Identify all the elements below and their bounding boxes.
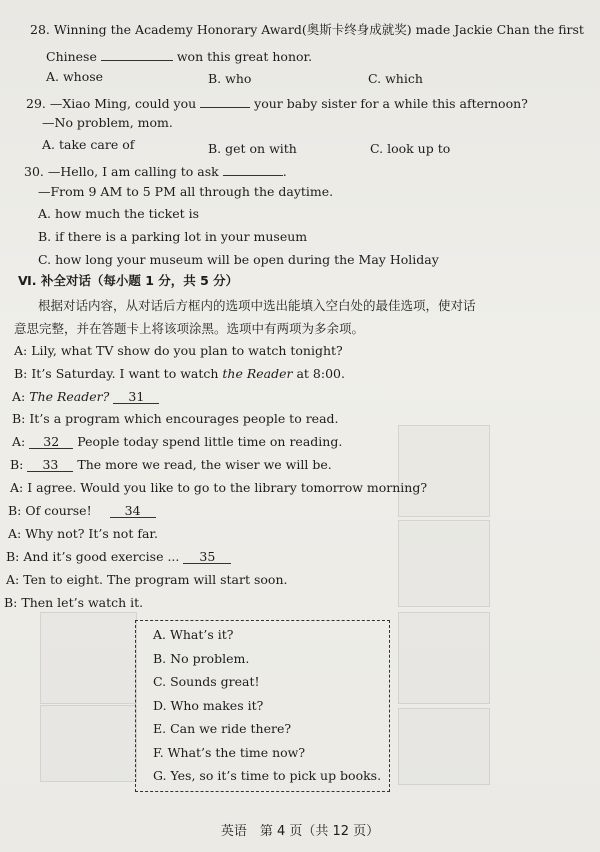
show-title: the Reader — [222, 366, 293, 381]
show-through-pic-4 — [398, 708, 490, 785]
q30-text-post: . — [282, 164, 287, 179]
blank-34[interactable]: 34 — [110, 503, 156, 518]
q28-text-post: won this great honor. — [176, 49, 313, 64]
q30-option-b[interactable]: B. if there is a parking lot in your museum — [38, 229, 308, 244]
q30-option-a[interactable]: A. how much the ticket is — [38, 206, 199, 221]
choice-b[interactable]: B. No problem. — [153, 651, 250, 666]
show-through-pic-6 — [40, 705, 137, 782]
choice-e[interactable]: E. Can we ride there? — [153, 721, 292, 736]
q28-option-b[interactable]: B. who — [208, 71, 252, 86]
q29-line2: —No problem, mom. — [42, 115, 173, 130]
blank-31[interactable]: 31 — [113, 389, 159, 404]
choice-d[interactable]: D. Who makes it? — [153, 698, 264, 713]
section-6-title: Ⅵ. 补全对话（每小题 1 分，共 5 分） — [18, 273, 239, 288]
q28-line2 — [46, 46, 312, 65]
dialogue-line-5: A: 32 People today spend little time on reading. — [12, 434, 343, 449]
q30-line1 — [24, 161, 287, 180]
choices-box — [135, 620, 390, 792]
section-6-instruction-1: 根据对话内容，从对话后方框内的选项中选出能填入空白处的最佳选项，使对话 — [38, 298, 476, 313]
dialogue-line-7: A: I agree. Would you like to go to the library tomorrow morning? — [10, 480, 428, 495]
choice-g[interactable]: G. Yes, so it’s time to pick up books. — [153, 768, 382, 783]
q28-blank[interactable] — [101, 46, 173, 61]
show-through-pic-2 — [398, 520, 490, 607]
show-through-pic-5 — [40, 612, 137, 704]
q30-blank[interactable] — [223, 161, 283, 176]
dialogue-line-4: B: It’s a program which encourages people to read. — [12, 411, 339, 426]
blank-32[interactable]: 32 — [29, 434, 73, 449]
dialogue-line-10: B: And it’s good exercise ... 35 — [6, 549, 231, 565]
dialogue-line-9: A: Why not? It’s not far. — [8, 526, 158, 541]
dialogue-line-12: B: Then let’s watch it. — [4, 595, 144, 610]
blank-35[interactable]: 35 — [183, 549, 231, 564]
dialogue-line-2: B: It’s Saturday. I want to watch the Reader at 8:00. — [14, 366, 345, 381]
q28-line1: 28. Winning the Academy Honorary Award(奥斯卡终身成就奖) made Jackie Chan the first — [30, 22, 584, 37]
dialogue-line-11: A: Ten to eight. The program will start soon. — [6, 572, 288, 587]
show-through-pic-3 — [398, 612, 490, 704]
q29-option-b[interactable]: B. get on with — [208, 141, 297, 156]
q28-option-a[interactable]: A. whose — [46, 69, 104, 84]
q29-option-a[interactable]: A. take care of — [42, 137, 135, 152]
q29-option-c[interactable]: C. look up to — [370, 141, 451, 156]
choice-f[interactable]: F. What’s the time now? — [153, 745, 306, 760]
dialogue-line-3: A: The Reader? 31 — [12, 389, 159, 405]
q30-text-pre: 30. —Hello, I am calling to ask — [24, 164, 219, 179]
q30-option-c[interactable]: C. how long your museum will be open during the May Holiday — [38, 252, 439, 267]
blank-33[interactable]: 33 — [27, 457, 73, 472]
q29-text-pre: 29. —Xiao Ming, could you — [26, 96, 197, 111]
choice-a[interactable]: A. What’s it? — [153, 627, 234, 642]
q28-option-c[interactable]: C. which — [368, 71, 423, 86]
show-through-pic-1 — [398, 425, 490, 517]
choice-c[interactable]: C. Sounds great! — [153, 674, 260, 689]
dialogue-line-8: B: Of course! 34 — [8, 503, 156, 519]
q29-line1 — [26, 93, 528, 112]
section-6-instruction-2: 意思完整，并在答题卡上将该项涂黑。选项中有两项为多余项。 — [14, 321, 365, 336]
dialogue-line-1: A: Lily, what TV show do you plan to watch tonight? — [14, 343, 343, 358]
q28-text-pre: Chinese — [46, 49, 97, 64]
q29-text-post: your baby sister for a while this afternoon? — [254, 96, 528, 111]
q30-line2: —From 9 AM to 5 PM all through the daytime. — [38, 184, 334, 199]
q29-blank[interactable] — [200, 93, 250, 108]
page-footer: 英语 第 4 页（共 12 页） — [220, 824, 380, 839]
dialogue-line-6: B: 33 The more we read, the wiser we will be. — [10, 457, 332, 472]
